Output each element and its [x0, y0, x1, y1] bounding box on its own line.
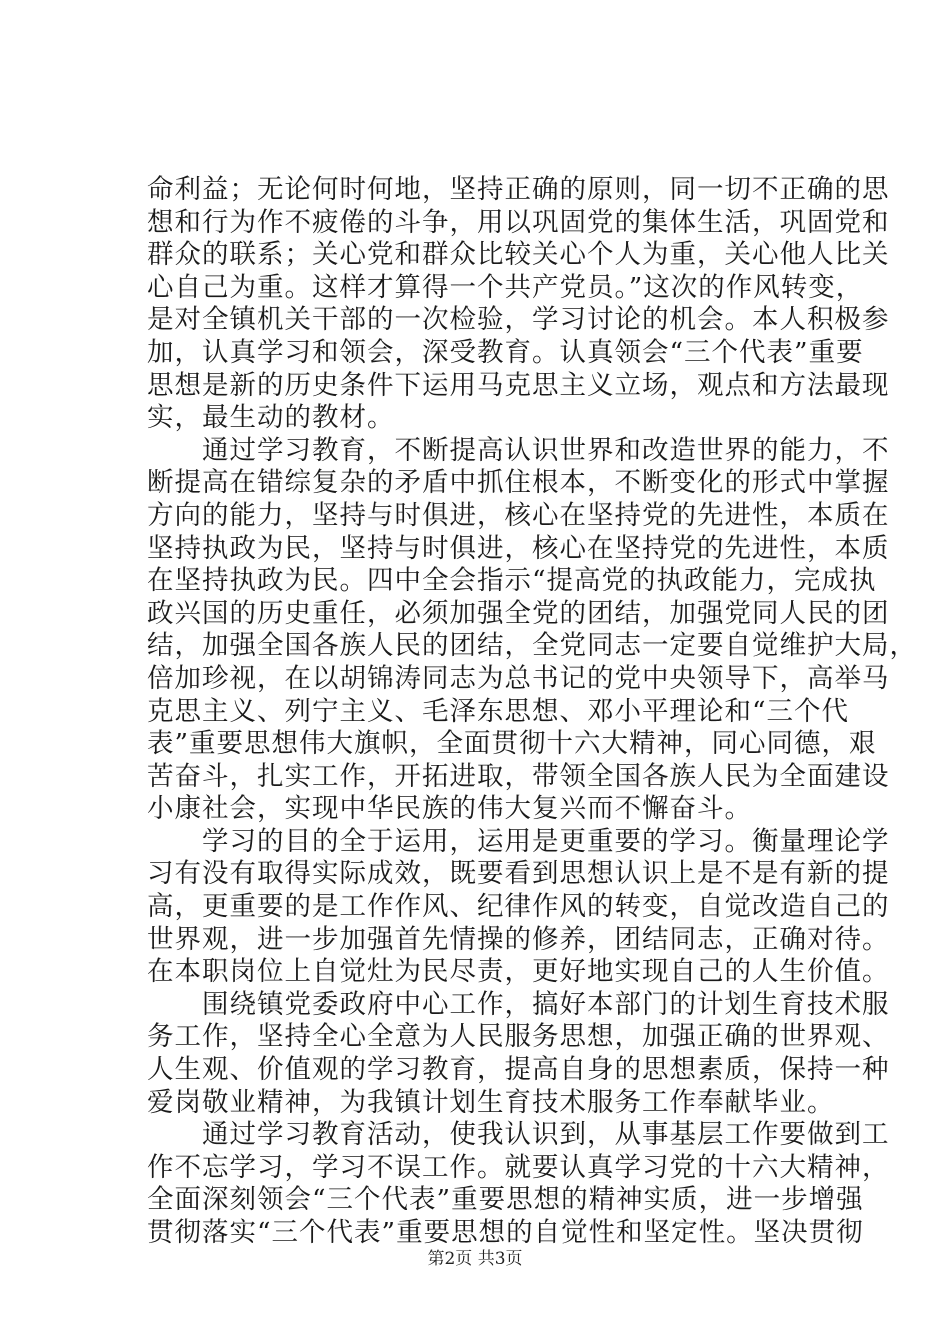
text-line: 群众的联系；关心党和群众比较关心个人为重，关心他人比关 — [147, 239, 890, 271]
text-line: 人生观、价值观的学习教育，提高自身的思想素质，保持一种 — [147, 1054, 890, 1086]
text-line: 围绕镇党委政府中心工作，搞好本部门的计划生育技术服 — [147, 988, 890, 1020]
text-line: 是对全镇机关干部的一次检验，学习讨论的机会。本人积极参 — [147, 304, 890, 336]
text-line: 克思主义、列宁主义、毛泽东思想、邓小平理论和“三个代 — [147, 695, 850, 727]
text-line: 习有没有取得实际成效，既要看到思想认识上是不是有新的提 — [147, 858, 890, 890]
text-line: 贯彻落实“三个代表”重要思想的自觉性和坚定性。坚决贯彻 — [147, 1217, 864, 1248]
text-line: 通过学习教育活动，使我认识到，从事基层工作要做到工 — [147, 1119, 890, 1151]
text-line: 心自己为重。这样才算得一个共产党员。”这次的作风转变， — [147, 271, 864, 303]
paragraph-4 — [147, 988, 890, 1119]
text-line: 在本职岗位上自觉灶为民尽责，更好地实现自己的人生价值。 — [147, 956, 890, 988]
text-line: 加，认真学习和领会，深受教育。认真领会“三个代表”重要 — [147, 336, 864, 368]
text-line: 作不忘学习，学习不误工作。就要认真学习党的十六大精神， — [147, 1151, 890, 1183]
text-line: 想和行为作不疲倦的斗争，用以巩固党的集体生活，巩固党和 — [147, 206, 890, 238]
paragraph-1 — [147, 174, 890, 435]
text-line: 全面深刻领会“三个代表”重要思想的精神实质，进一步增强 — [147, 1184, 864, 1216]
text-line: 命利益；无论何时何地，坚持正确的原则，同一切不正确的思 — [147, 174, 890, 205]
text-line: 政兴国的历史重任，必须加强全党的团结，加强党同人民的团 — [147, 597, 890, 629]
text-line: 在坚持执政为民。四中全会指示“提高党的执政能力，完成执 — [147, 565, 877, 597]
text-line: 苦奋斗，扎实工作，开拓进取，带领全国各族人民为全面建设 — [147, 760, 890, 792]
text-line: 爱岗敬业精神，为我镇计划生育技术服务工作奉献毕业。 — [147, 1086, 835, 1118]
text-line: 断提高在错综复杂的矛盾中抓住根本，不断变化的形式中掌握 — [147, 467, 890, 499]
text-line: 坚持执政为民，坚持与时俱进，核心在坚持党的先进性，本质 — [147, 532, 890, 564]
paragraph-2 — [147, 434, 917, 826]
document-body — [147, 174, 917, 1250]
text-line: 表”重要思想伟大旗帜，全面贯彻十六大精神，同心同德，艰 — [147, 728, 877, 760]
text-line: 高，更重要的是工作作风、纪律作风的转变，自觉改造自己的 — [147, 891, 890, 923]
page-footer — [0, 1244, 950, 1269]
text-line: 倍加珍视，在以胡锦涛同志为总书记的党中央领导下，高举马 — [147, 662, 890, 694]
text-line: 思想是新的历史条件下运用马克思主义立场，观点和方法最现 — [147, 369, 890, 401]
text-line: 通过学习教育，不断提高认识世界和改造世界的能力，不 — [147, 434, 890, 466]
text-line: 学习的目的全于运用，运用是更重要的学习。衡量理论学 — [147, 825, 890, 857]
text-line: 小康社会，实现中华民族的伟大复兴而不懈奋斗。 — [147, 793, 752, 825]
text-line: 方向的能力，坚持与时俱进，核心在坚持党的先进性，本质在 — [147, 499, 890, 531]
text-line: 务工作，坚持全心全意为人民服务思想，加强正确的世界观、 — [147, 1021, 890, 1053]
paragraph-5 — [147, 1119, 890, 1249]
text-line: 结，加强全国各族人民的团结，全党同志一定要自觉维护大局， — [147, 630, 917, 662]
paragraph-3 — [147, 825, 890, 989]
text-line: 世界观，进一步加强首先情操的修养，团结同志，正确对待。 — [147, 923, 890, 955]
page-number: 第2页 共3页 — [427, 1249, 523, 1269]
text-line: 实，最生动的教材。 — [147, 402, 395, 434]
